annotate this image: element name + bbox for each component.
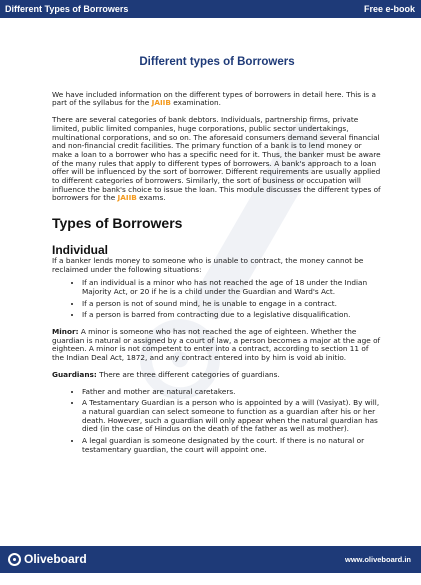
list-item: • If a person is not of sound mind, he is unable to engage in a contract. — [82, 300, 382, 309]
logo-icon — [8, 553, 21, 566]
list-item: • A Testamentary Guardian is a person who is appointed by a will (Vasiyat). By will, a natural guardian can select someone to function as a guardian after his or her death. However, such a guardian will only appear when the natural guardian has died (in the case of Hindus on the death of the father as well as mother). — [82, 399, 382, 434]
header-title: Different Types of Borrowers — [5, 4, 129, 14]
list-item: • A legal guardian is someone designated by the court. If there is no natural or testamentary guardian, the court will appoint one. — [82, 437, 382, 454]
minor-paragraph: Minor: A minor is someone who has not reached the age of eighteen. Whether the guardian is natural or assigned by a court of law, a person becomes a major at the age of eighteen. A minor is not competent to enter into a contract, according to section 11 of the Indian Deal Act, 1872, and any contract entered into by him is void ab initio. — [52, 327, 381, 363]
document-title: Different types of Borrowers — [139, 56, 295, 68]
list-item: • Father and mother are natural caretakers. — [82, 388, 382, 397]
brand-logo[interactable] — [8, 552, 87, 566]
header-label: Free e-book — [363, 4, 415, 14]
top-header-bar — [0, 0, 421, 18]
footer-bar — [0, 546, 421, 573]
individual-list — [52, 279, 382, 320]
guardians-paragraph: Guardians: There are three different categories of guardians. — [52, 369, 280, 379]
list-item: • If a person is barred from contracting due to a legislative disqualification. — [82, 311, 382, 320]
section-heading: Types of Borrowers — [52, 215, 183, 232]
intro-paragraph-2: There are several categories of bank debtors. Individuals, partnership firms, private limited, public limited companies, huge corporations, public sector undertakings, multinational corporations, and so on. The aforesaid consumers demand several financial and non-financial credit facilities. The primary function of a bank is to lend money or make a loan to a borrower who has a specific need for it. Thus, the banker must be aware of the many rules that apply to different types of borrowers. A bank's approach to a loan offer will be influenced by the sort of borrower. Different requirements are usually applied to different categories of borrowers. Similarly, the sort of business or occupation will influence the bank's choice to issue the loan. This module discusses the different types of borrowers for the JAIIB exams. — [52, 115, 381, 203]
brand-name: Oliveboard — [24, 552, 87, 566]
guardians-list — [52, 388, 382, 455]
minor-label: Minor: — [52, 327, 79, 337]
subsection-heading-individual: Individual — [52, 242, 109, 257]
guardians-label: Guardians: — [52, 369, 97, 379]
individual-lead: If a banker lends money to someone who is unable to contract, the money cannot be reclaimed under the following situations: — [52, 255, 364, 274]
website-link[interactable]: www.oliveboard.in — [345, 555, 411, 564]
document-body — [52, 58, 382, 463]
intro-paragraph-1: We have included information on the different types of borrowers in detail here. This is a part of the syllabus for the JAIIB examination. — [52, 89, 377, 108]
list-item: • If an individual is a minor who has not reached the age of 18 under the Indian Majority Act, or 20 if he is a child under the Guardian and Ward's Act. — [82, 279, 382, 296]
exam-highlight: JAIIB — [117, 193, 137, 203]
exam-highlight: JAIIB — [151, 98, 171, 108]
